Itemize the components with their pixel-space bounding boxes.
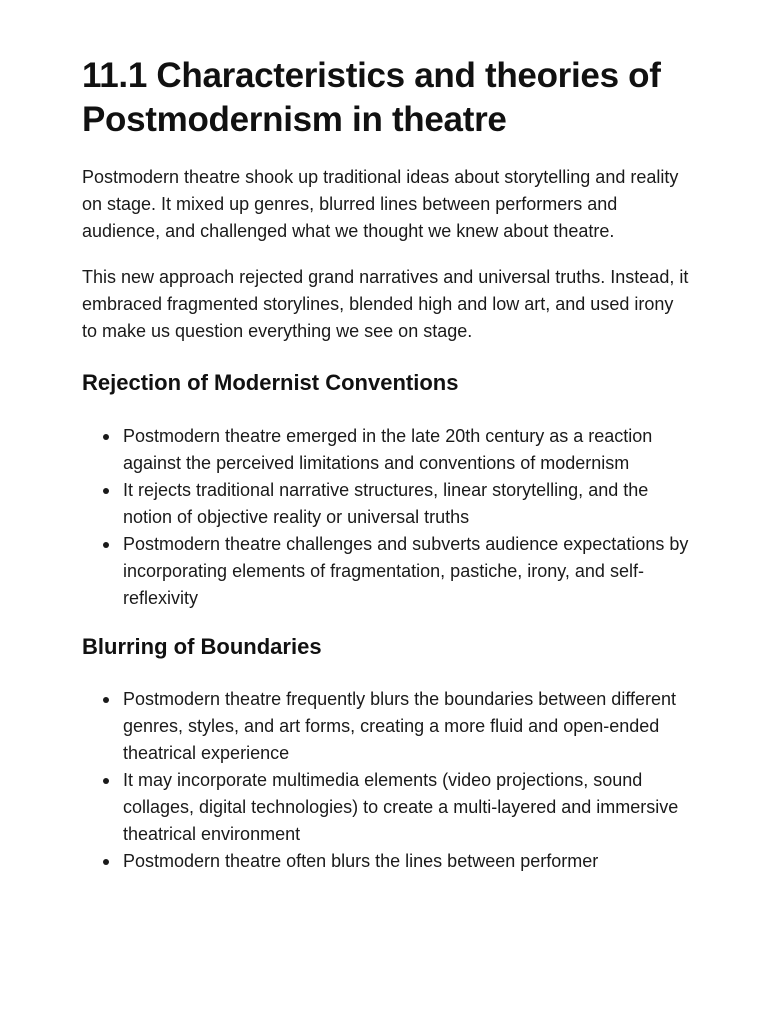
bullet-icon <box>103 434 109 440</box>
list-item <box>123 848 692 875</box>
list-item-text: It rejects traditional narrative structures, linear storytelling, and the notion of objective reality or universal truths <box>123 480 649 527</box>
list-item-text: Postmodern theatre often blurs the lines between performer <box>123 851 599 871</box>
list-item <box>123 531 692 612</box>
list-item-text: Postmodern theatre emerged in the late 20th century as a reaction against the perceived limitations and conventions of modernism <box>123 426 653 473</box>
rejection-bullet-list <box>82 423 692 612</box>
list-item-text: Postmodern theatre frequently blurs the boundaries between different genres, styles, and art forms, creating a more fluid and open-ended theatrical experience <box>123 689 677 763</box>
intro-paragraph-1: Postmodern theatre shook up traditional ideas about storytelling and reality on stage. It mixed up genres, blurred lines between performers and audience, and challenged what we thought we knew about theatre. <box>82 167 679 241</box>
bullet-icon <box>103 697 109 703</box>
page-title: 11.1 Characteristics and theories of Postmodernism in theatre <box>82 56 661 139</box>
section-heading-rejection: Rejection of Modernist Conventions <box>82 370 459 395</box>
bullet-icon <box>103 859 109 865</box>
list-item <box>123 477 692 531</box>
bullet-icon <box>103 778 109 784</box>
document-page <box>82 54 692 875</box>
bullet-icon <box>103 542 109 548</box>
blurring-bullet-list <box>82 686 692 875</box>
list-item <box>123 767 692 848</box>
intro-paragraph-2: This new approach rejected grand narratives and universal truths. Instead, it embraced fragmented storylines, blended high and low art, and used irony to make us question everything we see on stage. <box>82 267 689 341</box>
list-item <box>123 686 692 767</box>
section-heading-blurring: Blurring of Boundaries <box>82 634 322 659</box>
list-item <box>123 423 692 477</box>
bullet-icon <box>103 488 109 494</box>
list-item-text: Postmodern theatre challenges and subverts audience expectations by incorporating elements of fragmentation, pastiche, irony, and self-reflexivity <box>123 534 689 608</box>
list-item-text: It may incorporate multimedia elements (video projections, sound collages, digital technologies) to create a multi-layered and immersive theatrical environment <box>123 770 679 844</box>
